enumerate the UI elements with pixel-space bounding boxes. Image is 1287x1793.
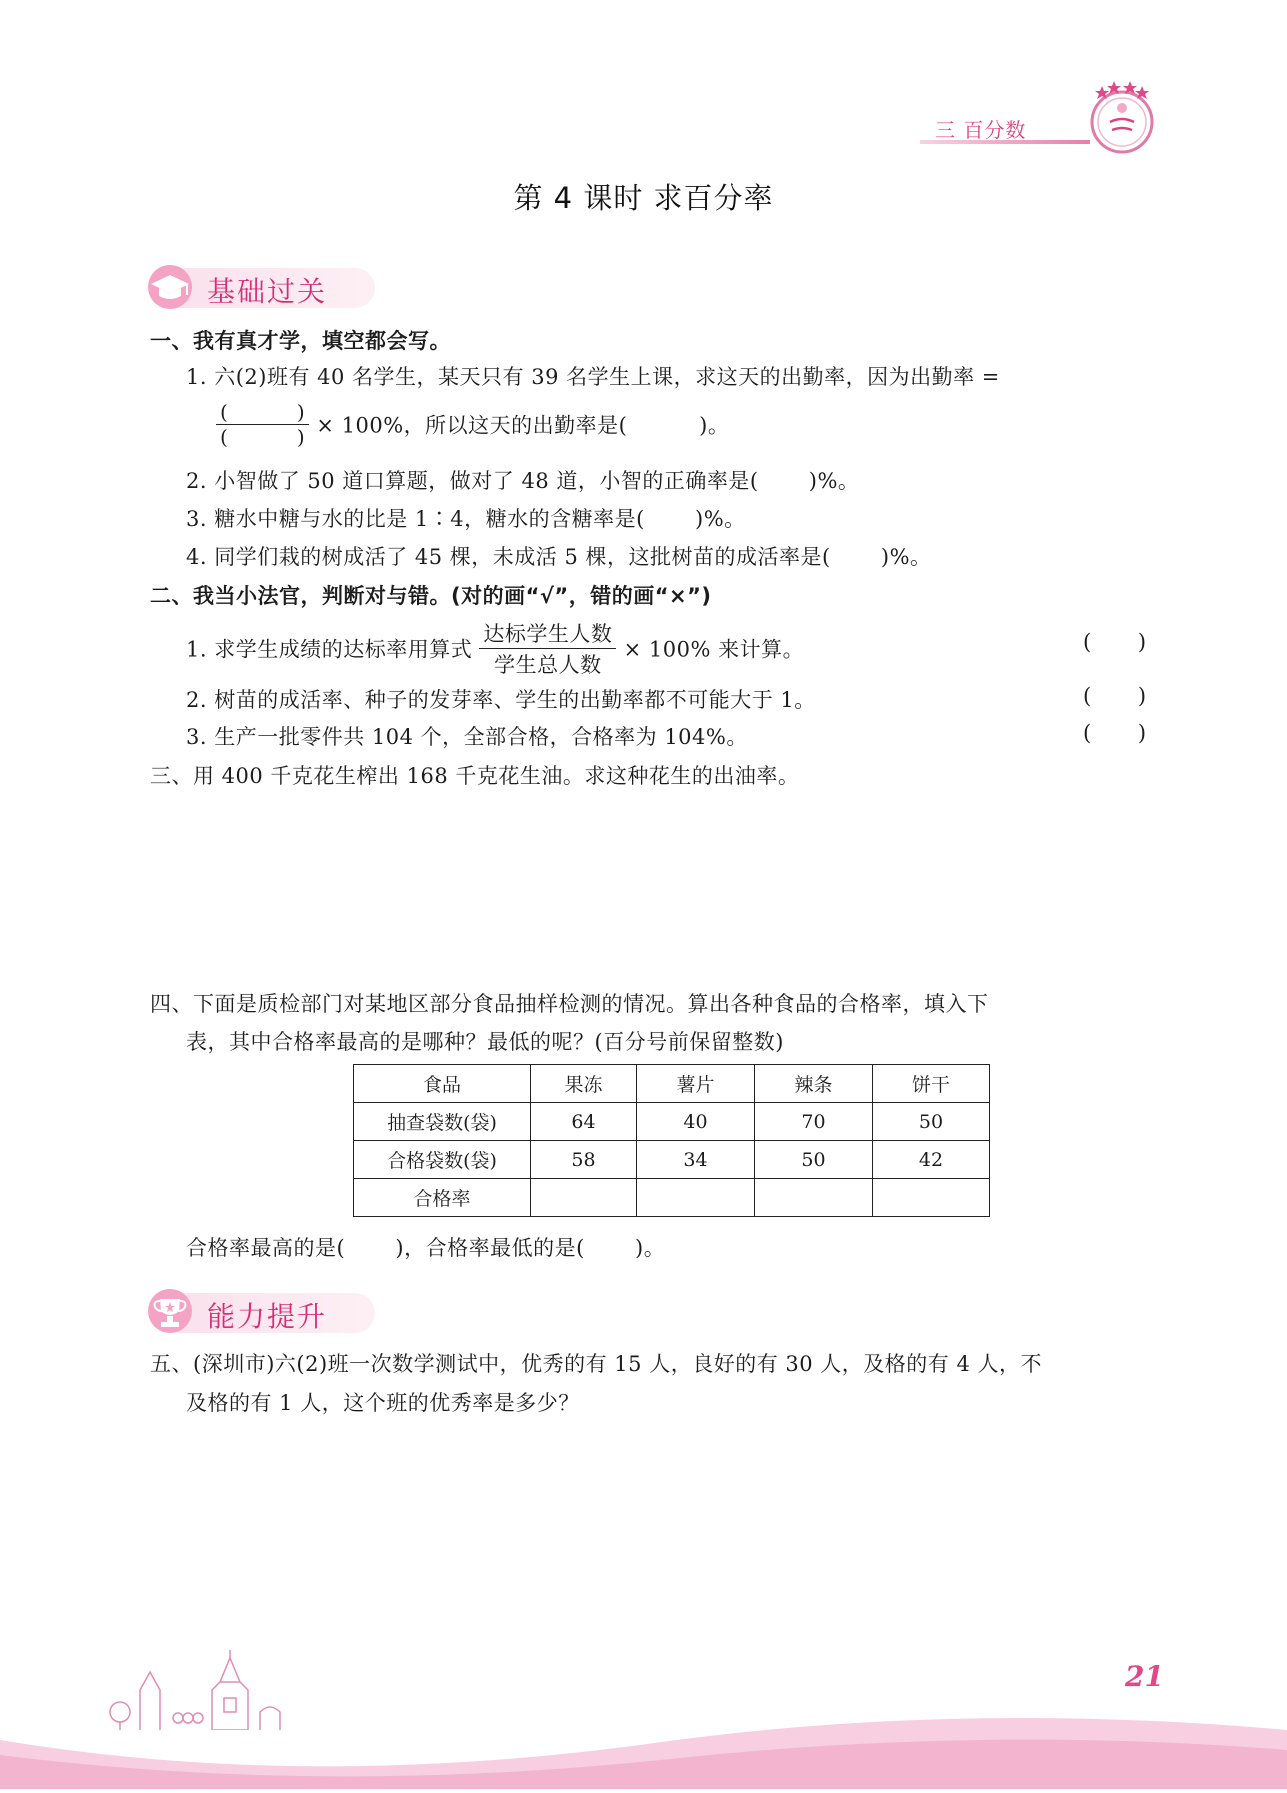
q5-line2: 及格的有 1 人，这个班的优秀率是多少？ — [186, 1391, 580, 1415]
q2-item1-post: × 100% 来计算。 — [623, 637, 805, 662]
section-advanced-title: 能力提升 — [207, 1300, 328, 1333]
graduation-cap-icon — [145, 262, 195, 312]
q2-item1 — [186, 618, 804, 679]
inspection-table — [353, 1064, 990, 1217]
table-header-cell: 果冻 — [531, 1065, 637, 1103]
table-row — [354, 1179, 990, 1217]
q4-answer: 合格率最高的是( )，合格率最低的是( )。 — [186, 1236, 666, 1260]
q4-line1: 四、下面是质检部门对某地区部分食品抽样检测的情况。算出各种食品的合格率，填入下 — [150, 992, 989, 1016]
q5-line1: 五、(深圳市)六(2)班一次数学测试中，优秀的有 15 人，良好的有 30 人，及格的有 4 人，不 — [150, 1352, 1042, 1376]
q2-item2: 2. 树苗的成活率、种子的发芽率、学生的出勤率都不可能大于 1。 — [186, 688, 816, 712]
q2-item2-answer-blank[interactable]: ( ) — [1083, 684, 1147, 708]
castle-illustration-icon — [100, 1650, 340, 1730]
table-header-cell: 食品 — [354, 1065, 531, 1103]
q1-item1-fraction — [216, 400, 729, 449]
q1-item2: 2. 小智做了 50 道口算题，做对了 48 道，小智的正确率是( )%。 — [186, 469, 860, 493]
table-cell: 34 — [637, 1141, 755, 1179]
q2-heading: 二、我当小法官，判断对与错。(对的画“√”，错的画“×”) — [150, 584, 712, 608]
q2-item1-numerator: 达标学生人数 — [479, 618, 616, 649]
trophy-icon — [145, 1287, 195, 1337]
q1-item4: 4. 同学们栽的树成活了 45 棵，未成活 5 棵，这批树苗的成活率是( )%。 — [186, 545, 932, 569]
section-basic-title: 基础过关 — [207, 275, 328, 308]
table-cell: 50 — [873, 1103, 990, 1141]
table-cell: 58 — [531, 1141, 637, 1179]
q3-text: 三、用 400 千克花生榨出 168 千克花生油。求这种花生的出油率。 — [150, 764, 800, 788]
q1-fraction-denominator[interactable]: ( ) — [220, 425, 306, 449]
answer-cell[interactable] — [755, 1179, 873, 1217]
table-cell: 抽查袋数(袋) — [354, 1103, 531, 1141]
table-cell: 64 — [531, 1103, 637, 1141]
answer-cell[interactable] — [637, 1179, 755, 1217]
table-cell: 40 — [637, 1103, 755, 1141]
table-cell: 42 — [873, 1141, 990, 1179]
table-row — [354, 1103, 990, 1141]
section-advanced-header — [145, 1285, 385, 1335]
table-cell: 合格袋数(袋) — [354, 1141, 531, 1179]
q2-item3-answer-blank[interactable]: ( ) — [1083, 721, 1147, 745]
brand-badge-icon — [1082, 78, 1162, 158]
table-header-cell: 辣条 — [755, 1065, 873, 1103]
page-number: 21 — [1125, 1660, 1164, 1693]
section-basic-header — [145, 260, 385, 310]
table-header-cell: 薯片 — [637, 1065, 755, 1103]
table-cell: 50 — [755, 1141, 873, 1179]
table-header-row — [354, 1065, 990, 1103]
q2-item1-pre: 1. 求学生成绩的达标率用算式 — [186, 637, 473, 662]
chapter-tab — [900, 110, 1090, 144]
q1-heading: 一、我有真才学，填空都会写。 — [150, 329, 451, 353]
table-cell: 合格率 — [354, 1179, 531, 1217]
table-header-cell: 饼干 — [873, 1065, 990, 1103]
q1-item1-line2: × 100%，所以这天的出勤率是( )。 — [316, 413, 730, 438]
chapter-label: 三 百分数 — [935, 118, 1027, 142]
table-cell: 70 — [755, 1103, 873, 1141]
q1-fraction-numerator[interactable]: ( ) — [216, 400, 309, 425]
page-title: 第 4 课时 求百分率 — [513, 181, 774, 215]
q2-item3: 3. 生产一批零件共 104 个，全部合格，合格率为 104%。 — [186, 725, 748, 749]
table-row — [354, 1141, 990, 1179]
q1-item1-line1: 1. 六(2)班有 40 名学生，某天只有 39 名学生上课，求这天的出勤率，因为出勤率 = — [186, 365, 1000, 389]
q2-item1-denominator: 学生总人数 — [494, 653, 602, 677]
answer-cell[interactable] — [531, 1179, 637, 1217]
answer-cell[interactable] — [873, 1179, 990, 1217]
q1-item3: 3. 糖水中糖与水的比是 1∶4，糖水的含糖率是( )%。 — [186, 507, 746, 531]
q4-line2: 表，其中合格率最高的是哪种？最低的呢？(百分号前保留整数) — [186, 1030, 784, 1054]
q2-item1-answer-blank[interactable]: ( ) — [1083, 630, 1147, 654]
